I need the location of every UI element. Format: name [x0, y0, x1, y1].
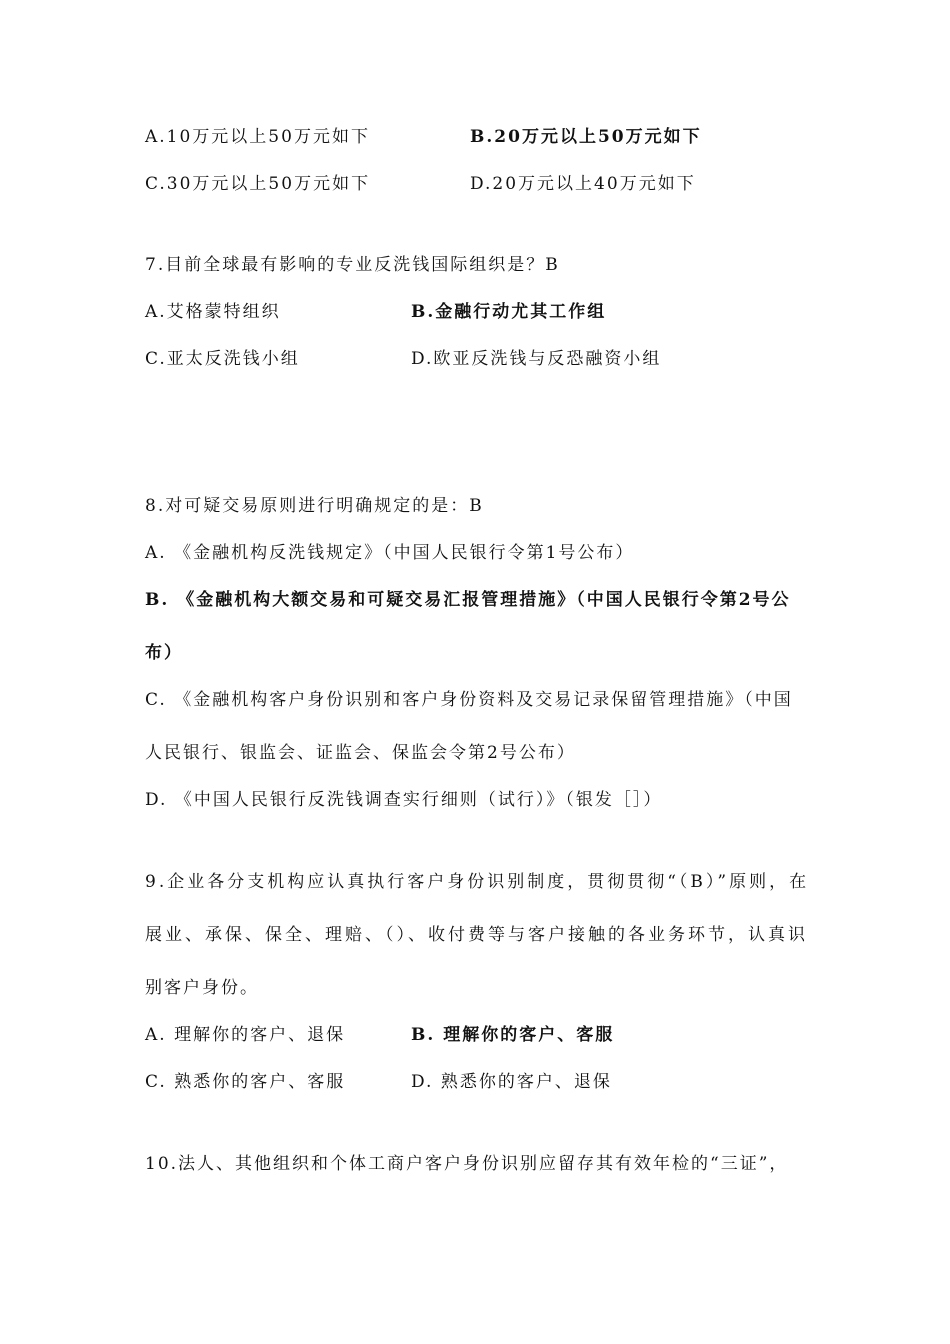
q8-option-b-answer-line2: 布） [145, 643, 183, 663]
q8-question: 8.对可疑交易原则进行明确规定的是：B [145, 496, 484, 516]
q9-option-d: D. 熟悉你的客户、退保 [411, 1072, 612, 1092]
q8-option-b-answer-line1: B. 《金融机构大额交易和可疑交易汇报管理措施》（中国人民银行令第2号公 [145, 590, 791, 610]
q10-question-line1: 10.法人、其他组织和个体工商户客户身份识别应留存其有效年检的“三证”， [145, 1154, 789, 1174]
q9-question-line3: 别客户身份。 [145, 978, 259, 998]
q9-option-c: C. 熟悉你的客户、客服 [145, 1072, 346, 1092]
q7-option-a: A.艾格蒙特组织 [145, 302, 281, 322]
q7-question: 7.目前全球最有影响的专业反洗钱国际组织是？B [145, 255, 560, 275]
q7-option-c: C.亚太反洗钱小组 [145, 349, 300, 369]
q8-option-c-line1: C. 《金融机构客户身份识别和客户身份资料及交易记录保留管理措施》（中国 [145, 690, 793, 710]
q8-option-a: A. 《金融机构反洗钱规定》（中国人民银行令第1号公布） [145, 543, 635, 563]
q9-option-a: A. 理解你的客户、退保 [145, 1025, 346, 1045]
q9-question-line1: 9.企业各分支机构应认真执行客户身份识别制度，贯彻贯彻“（B）”原则，在 [145, 872, 810, 892]
q9-option-b-answer: B. 理解你的客户、客服 [411, 1025, 615, 1045]
q6-option-c: C.30万元以上50万元如下 [145, 174, 371, 194]
q6-option-a: A.10万元以上50万元如下 [145, 127, 370, 147]
q6-option-b-answer: B.20万元以上50万元如下 [470, 127, 702, 147]
q7-option-b-answer: B.金融行动尤其工作组 [411, 302, 607, 322]
q9-question-line2: 展业、承保、保全、理赔、（）、收付费等与客户接触的各业务环节，认真识 [145, 925, 808, 945]
q8-option-d: D. 《中国人民银行反洗钱调查实行细则（试行）》（银发［］） [145, 790, 663, 810]
q7-option-d: D.欧亚反洗钱与反恐融资小组 [411, 349, 662, 369]
q8-option-c-line2: 人民银行、银监会、证监会、保监会令第2号公布） [145, 743, 576, 763]
q6-option-d: D.20万元以上40万元如下 [470, 174, 696, 194]
